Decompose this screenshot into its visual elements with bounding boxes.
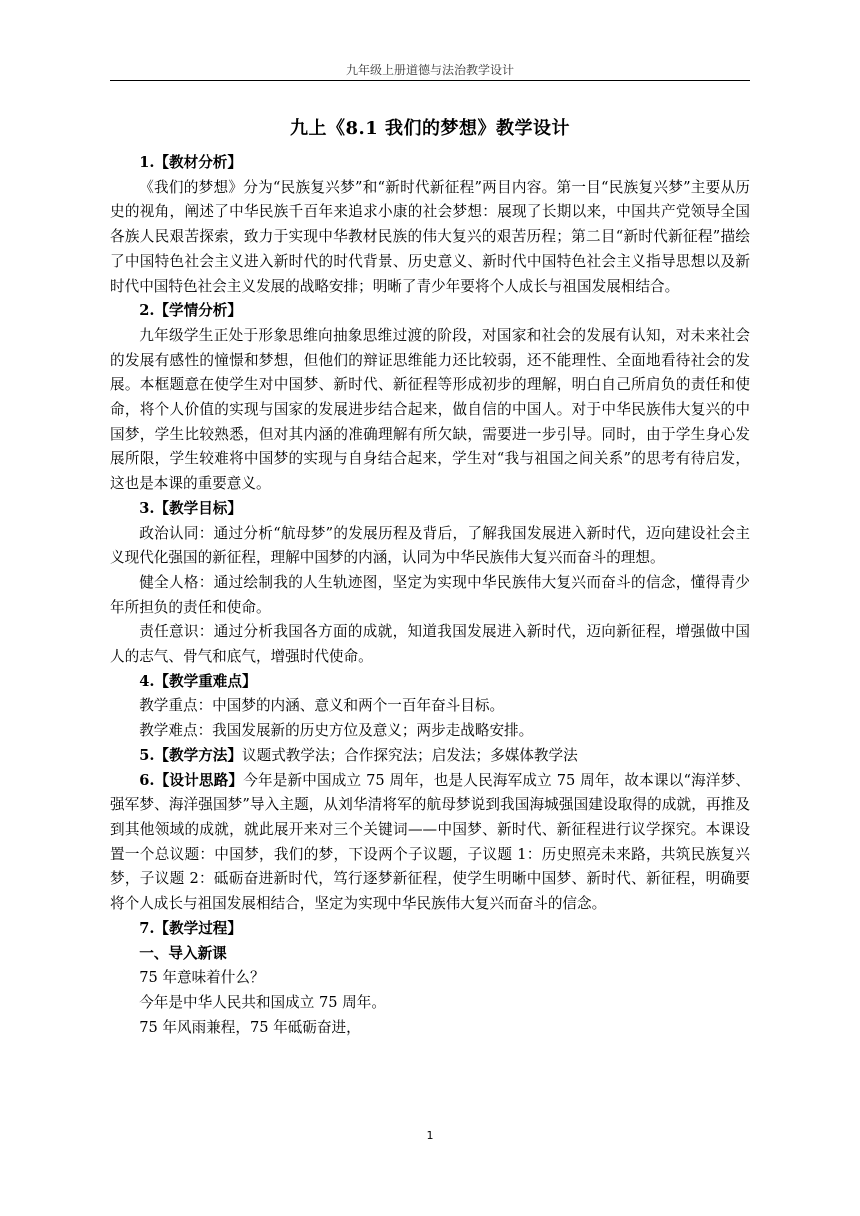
section-7-subheading: 一、导入新课 (139, 944, 227, 962)
section-4-line-2: 教学难点：我国发展新的历史方位及意义；两步走战略安排。 (139, 722, 534, 740)
section-7-line-3: 75 年风雨兼程，75 年砥砺奋进， (139, 1018, 361, 1036)
section-3-paragraph-3: 责任意识：通过分析我国各方面的成就，知道我国发展进入新时代，迈向新征程，增强做中国人的志气、骨气和底气，增强时代使命。 (110, 623, 750, 666)
section-3-paragraph-2: 健全人格：通过绘制我的人生轨迹图，坚定为实现中华民族伟大复兴而奋斗的信念，懂得青少年所担负的责任和使命。 (110, 573, 750, 616)
document-title: 九上《8.1 我们的梦想》教学设计 (289, 118, 571, 139)
section-heading-5: 5.【教学方法】 (139, 746, 242, 764)
section-2-paragraph: 九年级学生正处于形象思维向抽象思维过渡的阶段，对国家和社会的发展有认知，对未来社会的发展有感性的憧憬和梦想，但他们的辩证思维能力还比较弱，还不能理性、全面地看待社会的发展。本框题意在使学生对中国梦、新时代、新征程等形成初步的理解，明白自己所肩负的责任和使命，将个人价值的实现与国家的发展进步结合起来，做自信的中国人。对于中华民族伟大复兴的中国梦，学生比较熟悉，但对其内涵的准确理解有所欠缺，需要进一步引导。同时，由于学生身心发展所限，学生较难将中国梦的实现与自身结合起来，学生对“我与祖国之间关系”的思考有待启发，这也是本课的重要意义。 (110, 326, 750, 493)
header-rule (110, 80, 750, 81)
section-heading-3: 3.【教学目标】 (139, 499, 242, 517)
section-3-paragraph-1: 政治认同：通过分析“航母梦”的发展历程及背后，了解我国发展进入新时代，迈向建设社会主义现代化强国的新征程，理解中国梦的内涵，认同为中华民族伟大复兴而奋斗的理想。 (110, 524, 750, 567)
section-6 (110, 769, 750, 917)
section-5 (110, 744, 750, 769)
section-7-line-1: 75 年意味着什么？ (139, 969, 265, 987)
section-heading-2: 2.【学情分析】 (139, 302, 242, 320)
section-4-line-1: 教学重点：中国梦的内涵、意义和两个一百年奋斗目标。 (139, 697, 505, 715)
section-heading-6: 6.【设计思路】 (139, 771, 244, 789)
section-7-line-2: 今年是中华人民共和国成立 75 周年。 (139, 993, 386, 1011)
document-body (110, 151, 750, 1040)
running-header: 九年级上册道德与法治教学设计 (345, 63, 514, 77)
section-heading-7: 7.【教学过程】 (139, 919, 242, 937)
page-number: 1 (426, 1129, 434, 1142)
section-6-text: 今年是新中国成立 75 周年，也是人民海军成立 75 周年，故本课以“海洋梦、强军梦、海洋强国梦”导入主题，从刘华清将军的航母梦说到我国海城强国建设取得的成就，再推及到其他领域的成就，就此展开来对三个关键词——中国梦、新时代、新征程进行议学探究。本课设置一个总议题：中国梦，我们的梦，下设两个子议题，子议题 1：历史照亮未来路，共筑民族复兴梦，子议题 2：砥砺奋进新时代，笃行逐梦新征程，使学生明晰中国梦、新时代、新征程，明确要将个人成长与祖国发展相结合，坚定为实现中华民族伟大复兴而奋斗的信念。 (110, 771, 750, 913)
section-5-text: 议题式教学法；合作探究法；启发法；多媒体教学法 (242, 746, 578, 764)
section-heading-4: 4.【教学重难点】 (139, 672, 257, 690)
section-1-paragraph: 《我们的梦想》分为“民族复兴梦”和“新时代新征程”两目内容。第一目“民族复兴梦”主要从历史的视角，阐述了中华民族千百年来追求小康的社会梦想：展现了长期以来，中国共产党领导全国各族人民艰苦探索，致力于实现中华教材民族的伟大复兴的艰苦历程；第二目“新时代新征程”描绘了中国特色社会主义进入新时代的时代背景、历史意义、新时代中国特色社会主义指导思想以及新时代中国特色社会主义发展的战略安排；明晰了青少年要将个人成长与祖国发展相结合。 (110, 178, 750, 295)
section-heading-1: 1.【教材分析】 (139, 154, 242, 171)
